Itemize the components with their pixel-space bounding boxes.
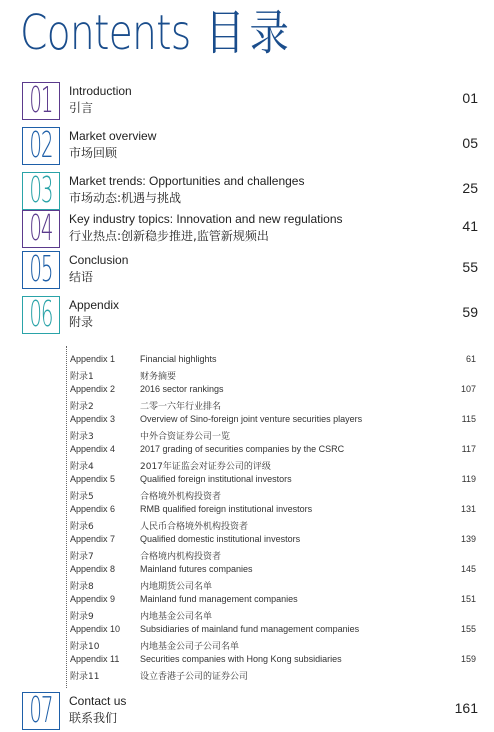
section-page-number: 01 xyxy=(462,90,478,106)
appendix-label-cn: 附录3 xyxy=(70,432,94,442)
appendix-page-number: 117 xyxy=(461,444,476,454)
appendix-title-en: Financial highlights xyxy=(140,354,217,364)
section-title-en: Market overview xyxy=(69,129,157,143)
section-title-cn: 行业热点:创新稳步推进,监管新规频出 xyxy=(69,229,269,243)
toc-section-market-trends[interactable] xyxy=(22,172,482,212)
appendix-label: Appendix 3 xyxy=(70,414,116,424)
appendix-title-en: Qualified domestic institutional investors xyxy=(140,534,301,544)
appendix-page-number: 131 xyxy=(460,504,476,514)
appendix-title-en: Mainland futures companies xyxy=(140,564,253,574)
section-title-en: Market trends: Opportunities and challenges xyxy=(69,174,305,188)
appendix-item-6[interactable] xyxy=(70,504,476,534)
appendix-item-4[interactable] xyxy=(70,444,476,474)
appendix-page-number: 107 xyxy=(460,384,476,394)
page-title-en: Contents xyxy=(20,5,191,61)
appendix-title-cn: 中外合资证券公司一览 xyxy=(140,432,231,442)
toc-section-contact-us[interactable] xyxy=(22,692,482,732)
appendix-title-en: 2017 grading of securities companies by the CSRC xyxy=(140,444,345,454)
section-number-box: 03 xyxy=(22,172,60,210)
appendix-page-number: 119 xyxy=(461,474,476,484)
appendix-title-cn: 合格境外机构投资者 xyxy=(140,492,222,502)
appendix-page-number: 151 xyxy=(460,594,476,604)
appendix-title-cn: 合格境内机构投资者 xyxy=(140,552,222,562)
appendix-title-en: Securities companies with Hong Kong subsidiaries xyxy=(140,654,342,664)
section-title-en: Contact us xyxy=(69,694,127,708)
appendix-item-2[interactable] xyxy=(70,384,476,414)
section-number-box: 04 xyxy=(22,210,60,248)
appendix-title-en: Overview of Sino-foreign joint venture securities players xyxy=(140,414,363,424)
appendix-label-cn: 附录7 xyxy=(70,552,94,562)
appendix-item-9[interactable] xyxy=(70,594,476,624)
appendix-page-number: 155 xyxy=(460,624,476,634)
appendix-label: Appendix 5 xyxy=(70,474,116,484)
toc-section-key-industry-topics[interactable] xyxy=(22,210,482,250)
appendix-label-cn: 附录8 xyxy=(70,582,94,592)
appendix-title-cn: 二零一六年行业排名 xyxy=(140,402,222,412)
appendix-title-en: Mainland fund management companies xyxy=(140,594,298,604)
appendix-label-cn: 附录2 xyxy=(70,402,94,412)
appendix-title-cn: 内地期货公司名单 xyxy=(140,582,213,592)
section-title-cn: 市场动态:机遇与挑战 xyxy=(69,191,182,205)
appendix-list xyxy=(66,346,479,688)
appendix-label-cn: 附录11 xyxy=(70,672,100,682)
appendix-title-cn: 内地基金公司子公司名单 xyxy=(140,642,240,652)
page-title-cn: 目录 xyxy=(205,5,294,61)
section-page-number: 55 xyxy=(462,259,478,275)
appendix-label: Appendix 2 xyxy=(70,384,116,394)
appendix-item-3[interactable] xyxy=(70,414,476,444)
appendix-title-cn: 财务摘要 xyxy=(140,372,177,382)
appendix-title-cn: 2017年证监会对证券公司的评级 xyxy=(140,462,271,472)
appendix-label: Appendix 4 xyxy=(70,444,116,454)
section-title-cn: 结语 xyxy=(69,270,94,284)
appendix-page-number: 145 xyxy=(460,564,476,574)
section-page-number: 25 xyxy=(462,180,478,196)
appendix-title-en: RMB qualified foreign institutional investors xyxy=(140,504,313,514)
appendix-item-1[interactable] xyxy=(70,354,476,384)
appendix-page-number: 115 xyxy=(461,414,476,424)
section-title-en: Key industry topics: Innovation and new regulations xyxy=(69,212,343,226)
toc-section-conclusion[interactable] xyxy=(22,251,482,291)
section-title-en: Introduction xyxy=(69,84,132,98)
section-page-number: 59 xyxy=(462,304,478,320)
page-title xyxy=(20,4,294,62)
appendix-label: Appendix 11 xyxy=(70,654,120,664)
appendix-label: Appendix 1 xyxy=(70,354,116,364)
appendix-item-7[interactable] xyxy=(70,534,476,564)
appendix-title-cn: 人民币合格境外机构投资者 xyxy=(140,522,249,532)
appendix-label-cn: 附录9 xyxy=(70,612,94,622)
section-number-box: 01 xyxy=(22,82,60,120)
appendix-title-cn: 设立香港子公司的证券公司 xyxy=(140,672,249,682)
appendix-title-en: Subsidiaries of mainland fund management companies xyxy=(140,624,360,634)
appendix-label: Appendix 9 xyxy=(70,594,116,604)
section-title-cn: 附录 xyxy=(69,315,94,329)
appendix-label-cn: 附录5 xyxy=(70,492,94,502)
appendix-title-en: 2016 sector rankings xyxy=(140,384,224,394)
section-number-box: 02 xyxy=(22,127,60,165)
toc-section-appendix[interactable] xyxy=(22,296,482,336)
appendix-label-cn: 附录6 xyxy=(70,522,94,532)
appendix-item-8[interactable] xyxy=(70,564,476,594)
appendix-page-number: 139 xyxy=(460,534,476,544)
section-title-cn: 市场回顾 xyxy=(69,146,118,160)
section-number-box: 07 xyxy=(22,692,60,730)
section-number-box: 06 xyxy=(22,296,60,334)
appendix-title-cn: 内地基金公司名单 xyxy=(140,612,213,622)
section-page-number: 41 xyxy=(462,218,478,234)
appendix-label: Appendix 10 xyxy=(70,624,121,634)
appendix-label-cn: 附录4 xyxy=(70,462,94,472)
toc-section-introduction[interactable] xyxy=(22,82,482,122)
section-title-cn: 引言 xyxy=(69,101,94,115)
appendix-item-11[interactable] xyxy=(70,654,476,684)
toc-section-market-overview[interactable] xyxy=(22,127,482,167)
appendix-page-number: 61 xyxy=(465,354,476,364)
appendix-page-number: 159 xyxy=(460,654,476,664)
section-page-number: 05 xyxy=(462,135,478,151)
section-title-en: Appendix xyxy=(69,298,120,312)
section-number-box: 05 xyxy=(22,251,60,289)
appendix-item-10[interactable] xyxy=(70,624,476,654)
appendix-label-cn: 附录1 xyxy=(70,372,94,382)
appendix-label-cn: 附录10 xyxy=(70,642,100,652)
appendix-label: Appendix 6 xyxy=(70,504,116,514)
section-title-cn: 联系我们 xyxy=(69,711,118,725)
appendix-item-5[interactable] xyxy=(70,474,476,504)
section-page-number: 161 xyxy=(454,700,478,716)
appendix-title-en: Qualified foreign institutional investors xyxy=(140,474,292,484)
appendix-label: Appendix 8 xyxy=(70,564,116,574)
appendix-label: Appendix 7 xyxy=(70,534,116,544)
section-title-en: Conclusion xyxy=(69,253,129,267)
